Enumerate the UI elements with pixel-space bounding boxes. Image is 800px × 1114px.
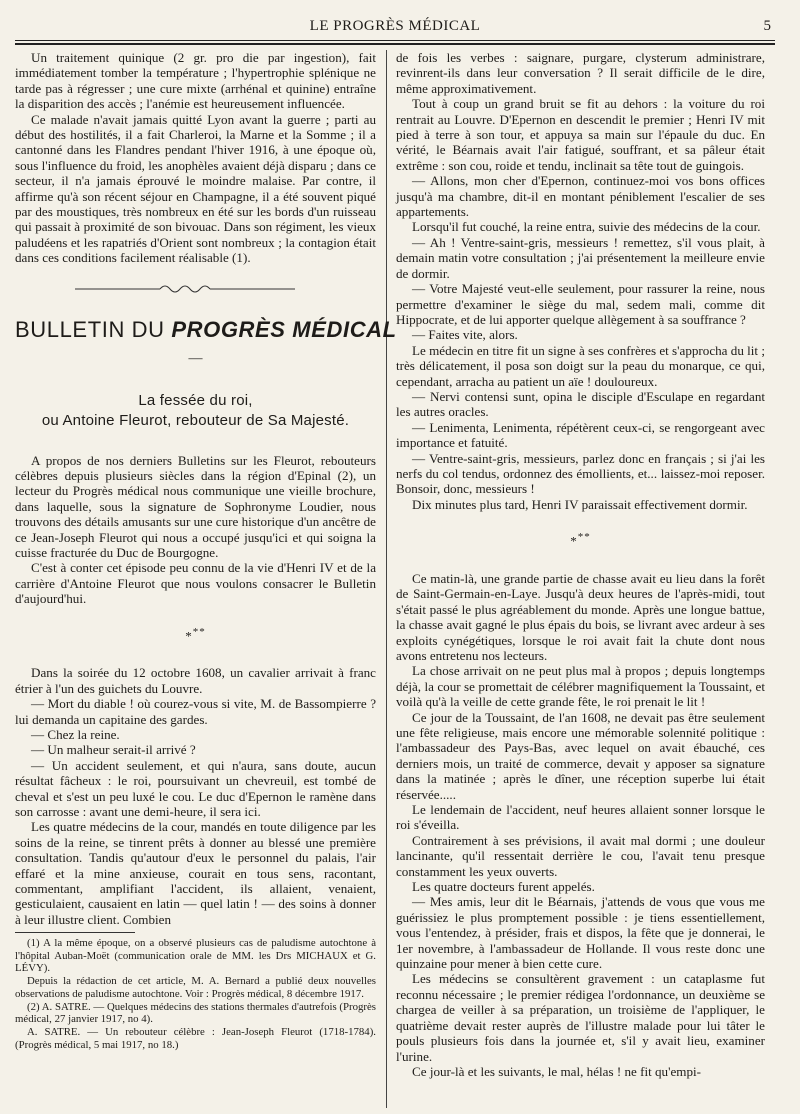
dialogue-line: — Mort du diable ! où courez-vous si vite, M. de Bassompierre ? lui demanda un capitaine des gardes. <box>15 696 376 727</box>
footnote: A. SATRE. — Un rebouteur célèbre : Jean-Joseph Fleurot (1718-1784). (Progrès médical, 5 mai 1917, no 18.) <box>15 1025 376 1051</box>
footnote: Depuis la rédaction de cet article, M. A. Bernard a publié deux nouvelles observations de paludisme autochtone. Voir : Progrès médical, 8 décembre 1917. <box>15 975 376 1000</box>
article-paragraph: Contrairement à ses prévisions, il avait mal dormi ; une douleur lancinante, qu'il ressentait derrière le cou, l'avait tenu presque constamment les yeux ouverts. <box>396 832 765 879</box>
header-rule-double <box>15 43 775 45</box>
column-divider <box>386 50 387 1108</box>
article-title <box>15 391 376 431</box>
article-paragraph: Les quatre docteurs furent appelés. <box>412 879 595 895</box>
article-title-line-1: La fessée du roi, <box>138 391 253 409</box>
dialogue-line: — Un accident seulement, et qui n'aura, sans doute, aucun résultat fâcheux : le roi, poursuivant un chevreuil, est tombé de cheval et s'est un peu luxé le cou. Le duc d'Epernon le ramène dans son carrosse : avant une demi-heure, il sera ici. <box>15 757 376 819</box>
journal-title: LE PROGRÈS MÉDICAL <box>309 18 481 34</box>
section-ornament <box>15 266 376 314</box>
left-column <box>15 50 397 927</box>
bulletin-heading-plain: BULLETIN DU <box>15 316 172 342</box>
article-paragraph: La chose arrivait on ne peut plus mal à propos ; depuis longtemps déjà, la cour se promettait de célébrer magnifiquement la Toussaint, et voilà qu'à la veille de cette grande fête, le roi prenait le lit ! <box>396 663 765 710</box>
article-title-line-2: ou Antoine Fleurot, rebouteur de Sa Majesté. <box>41 411 350 429</box>
dialogue-line: — Un malheur serait-il arrivé ? <box>31 742 196 758</box>
intro-paragraph: Ce malade n'avait jamais quitté Lyon avant la guerre ; parti au début des hostilités, il a fait Charleroi, la Marne et la Somme ; il a cantonné dans les Flandres pendant l'hiver 1916, à une époque où, sous l'influence du froid, les anophèles avaient déjà disparu ; dans ce secteur, il n'a jamais éprouvé le moindre malaise. Par contre, il affirme qu'à son récent séjour en Champagne, il a été souvent piqué par des moustiques, très nombreux en été sur les bords d'un ruisseau qui passait à proximité de son bivouac. Dans son régiment, les vieux paludéens et les rapatriés d'Orient sont nombreux ; la contagion était dans ces conditions facilement réalisable (1). <box>15 111 376 266</box>
footnote: (2) A. SATRE. — Quelques médecins des stations thermales d'autrefois (Progrès médical, 27 janvier 1917, no 4). <box>15 1000 376 1026</box>
dialogue-line: — Mes amis, leur dit le Béarnais, j'attends de vous que vous me guérissiez le plus promptement possible : je tiens essentiellement, vous l'entendez, à présider, frais et dispos, la fête que je donnerai, le 1er novembre, à l'ambassadeur de Hollande. Il vous reste donc une quinzaine pour mener à bien cette cure. <box>396 894 765 972</box>
article-paragraph: Ce jour de la Toussaint, de l'an 1608, ne devait pas être seulement une fête religieuse, mais encore une mémorable solennité politique : l'ambassadeur des Pays-Bas, avec lequel on avait ébauché, ces derniers mois, un traité de commerce, devait y apposer sa signature dans la matinée ; après le dîner, une réception superbe lui était réservée..... <box>396 709 765 802</box>
article-paragraph: Lorsqu'il fut couché, la reine entra, suivie des médecins de la cour. <box>412 219 761 235</box>
dialogue-line: — Faites vite, alors. <box>412 327 518 343</box>
dialogue-line: — Chez la reine. <box>31 726 120 742</box>
article-paragraph: Les médecins se consultèrent gravement : un cataplasme fut reconnu nécessaire ; le premier rédigea l'ordonnance, un deuxième se chargea de veiller à sa préparation, un troisième de l'appliquer, le quatrième devait rester auprès de l'illustre malade pour lui tâter le pouls plusieurs fois dans la journée et, s'il y avait lieu, examiner l'urine. <box>396 971 765 1064</box>
dialogue-line: — Nervi contensi sunt, opina le disciple d'Esculape en regardant les autres oracles. <box>396 388 765 420</box>
right-column <box>396 50 765 1079</box>
section-break-asterisks: *** <box>570 531 591 549</box>
heading-separator: — <box>188 351 203 367</box>
footnote: (1) A la même époque, on a observé plusieurs cas de paludisme autochtone à l'hôpital Auban-Moët (communication orale de MM. les Drs MICHAUX et G. LÉVY). <box>15 937 376 975</box>
dialogue-line: — Allons, mon cher d'Epernon, continuez-moi vos bons offices jusqu'à ma chambre, dit-il en montant péniblement l'escalier de ses appartements. <box>396 173 765 220</box>
article-paragraph: Ce matin-là, une grande partie de chasse avait eu lieu dans la forêt de Saint-Germain-en-Laye. Jusqu'à deux heures de l'après-midi, tout s'était passé le plus agréablement du monde. Après une longue battue, la chasse avait gagné le plus épais du bois, se livrant avec ardeur à ses exploits cynégétiques, lorsque le roi avait fait la chute dont nous avons entretenu nos lecteurs. <box>396 570 765 663</box>
article-paragraph: Tout à coup un grand bruit se fit au dehors : la voiture du roi rentrait au Louvre. D'Epernon en descendit le premier ; Henri IV mit pied à terre à son tour, et appuya sa main sur l'épaule du duc. En vérité, le Béarnais avait l'air fatigué, souffrant, et sa pâleur était extrême : son cou, roide et tendu, inclinait sa tête tout de guingois. <box>396 96 765 173</box>
article-paragraph: C'est à conter cet épisode peu connu de la vie d'Henri IV et de la carrière d'Antoine Fleurot que nous voulons consacrer le Bulletin d'aujourd'hui. <box>15 560 376 607</box>
dialogue-line: — Votre Majesté veut-elle seulement, pour rassurer la reine, nous permettre d'examiner le siège du mal, sedem mali, comme dit Hippocrate, et de lui apporter quelque allègement à sa souffrance ? <box>396 281 765 327</box>
footnote-rule <box>15 932 135 933</box>
article-paragraph: A propos de nos derniers Bulletins sur les Fleurot, rebouteurs célèbres depuis plusieurs siècles dans la région d'Epinal (2), un lecteur du Progrès médical nous communique une vieille brochure, dans laquelle, sous la signature de Sophronyme Loudier, nous trouvons des détails amusants sur une cure historique d'un ancêtre de ce Jean-Joseph Fleurot qui nous a occupé jusqu'ici et qui soigna la cuisse fracturée du Duc de Bourgogne. <box>15 452 376 560</box>
intro-paragraph: Un traitement quinique (2 gr. pro die par ingestion), fait immédiatement tomber la température ; l'hypertrophie splénique ne tarde pas à régresser ; une cure mixte (arrhénal et quinine) entraîne la disparition des accès ; l'anémie est heureusement influencée. <box>15 50 376 112</box>
article-paragraph: Dix minutes plus tard, Henri IV paraissait effectivement dormir. <box>412 496 748 512</box>
bulletin-heading-italic: PROGRÈS MÉDICAL <box>171 316 397 342</box>
running-header <box>15 14 775 36</box>
dialogue-line: — Ah ! Ventre-saint-gris, messieurs ! remettez, s'il vous plait, à demain matin votre consultation ; j'ai présentement la meilleure envie de dormir. <box>396 234 765 281</box>
article-paragraph: Le lendemain de l'accident, neuf heures allaient sonner lorsque le roi s'éveilla. <box>396 802 765 833</box>
article-paragraph: Les quatre médecins de la cour, mandés en toute diligence par les soins de la reine, se tinrent prêts à donner au blessé une première consultation. Tandis qu'autour d'eux le personnel du palais, l'air effaré et la mine anxieuse, courait en tous sens, racontant, commentant, amplifiant l'accident, ils allaient, venaient, gesticulaient, causaient en latin — quel latin ! — des soins à donner à leur illustre client. Combien <box>15 819 376 927</box>
page-number: 5 <box>763 18 771 34</box>
dialogue-line: — Ventre-saint-gris, messieurs, parlez donc en français ; si j'ai les nerfs du col tendus, ordonnez des émollients, et... laissez-moi reposer. Bonsoir, donc, messieurs ! <box>396 450 765 497</box>
bulletin-heading <box>15 316 397 342</box>
footnotes <box>15 932 376 1051</box>
article-paragraph: Le médecin en titre fit un signe à ses confrères et s'approcha du lit ; très délicatement, il posa son doigt sur la peau du monarque, ce qui, cependant, arracha au patient un aïe ! douloureux. <box>396 342 765 389</box>
article-paragraph: de fois les verbes : saignare, purgare, clysterum administrare, revinrent-ils dans leur conversation ? Il serait difficile de le dire, même approximativement. <box>396 50 765 96</box>
dialogue-line: — Lenimenta, Lenimenta, répétèrent ceux-ci, se rengorgeant avec importance et fatuité. <box>396 419 765 451</box>
ornament-flourish-icon <box>75 284 315 294</box>
header-rule <box>15 40 775 41</box>
article-paragraph: Dans la soirée du 12 octobre 1608, un cavalier arrivait à franc étrier à l'un des guichets du Louvre. <box>15 665 376 696</box>
article-paragraph: Ce jour-là et les suivants, le mal, hélas ! ne fit qu'empi- <box>412 1063 701 1079</box>
section-break-asterisks: *** <box>185 625 206 643</box>
